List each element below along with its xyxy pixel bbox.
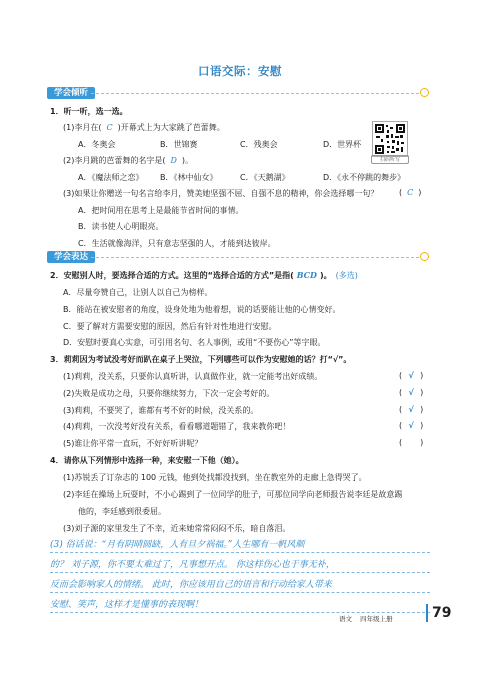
- answer-line-1: [50, 533, 430, 553]
- q2-opt-a: A．尽量夸赞自己，让别人以自己为榜样。: [63, 288, 213, 297]
- q1-s3-opt-c: C．生活就像海洋，只有意志坚强的人，才能到达彼岸。: [78, 239, 276, 248]
- footer-book-info: [339, 614, 393, 623]
- page-number: 79: [432, 605, 452, 621]
- q1-heading: 1．听一听，选一选。: [50, 107, 128, 116]
- footer-subject: 语文: [339, 615, 352, 623]
- paren-right: ): [420, 421, 424, 430]
- q1-s2-opt-d: D．《永不停跳的舞步》: [323, 173, 406, 182]
- q3-item-3-paren: [399, 405, 423, 414]
- paren-left: (: [399, 438, 403, 447]
- q3-item-1-paren: [399, 371, 423, 380]
- page-number-bar: [426, 604, 428, 622]
- q3-item-1: (1)莉莉，没关系，只要你认真听讲，认真做作业，就一定能考出好成绩。: [63, 372, 323, 381]
- q1-s3-paren-right: ): [418, 188, 422, 197]
- section-header-listen: [47, 87, 429, 99]
- paren-left: (: [399, 371, 403, 380]
- section-label: 学会倾听: [47, 87, 95, 99]
- footer-grade: 四年级上册: [360, 615, 393, 623]
- section-header-express: [47, 251, 429, 263]
- q3-item-4: (4)莉莉，一次没考好没有关系，看看哪道题错了，我来教你吧！: [63, 422, 291, 431]
- q3-heading: 3．莉莉因为考试没考好而趴在桌子上哭泣，下列哪些可以作为安慰她的话？打“√”。: [50, 355, 352, 364]
- q3-item-1-check: √: [408, 371, 414, 380]
- q1-s1-pre: (1)李月在(: [63, 123, 102, 132]
- q1-s2-pre: (2)李月跳的芭蕾舞的名字是(: [63, 156, 166, 165]
- q3-item-4-paren: [399, 421, 423, 430]
- q4-item-2-cont: 他的，李廷感到很委屈。: [78, 507, 166, 516]
- q2-heading: [50, 270, 358, 281]
- q2-pre: 2．安慰别人时，要选择合适的方式。这里的“选择合适的方式”是指(: [50, 271, 294, 280]
- q1-s3-opt-a: A．把时间用在思考上是最能节省时间的事情。: [78, 206, 244, 215]
- q1-s1-post: )开幕式上为大家跳了芭蕾舞。: [117, 123, 225, 132]
- q2-opt-c: C．要了解对方需要安慰的原因，然后有针对性地进行安慰。: [63, 322, 277, 331]
- answer-line-2: [50, 553, 430, 573]
- paren-left: (: [399, 421, 403, 430]
- answer-text-1: (3) 俗话说：“月有阴晴圆缺，人有旦夕祸福。”人生哪有一帆风顺: [50, 540, 305, 550]
- q3-item-4-check: √: [408, 421, 414, 430]
- q1-s1-opt-a: A．冬奥会: [78, 140, 116, 149]
- paren-right: ): [420, 405, 424, 414]
- answer-text-2: 的？ 刘子源，你不要太难过了，凡事想开点。 你这样伤心也于事无补，: [50, 560, 335, 570]
- q1-s1-answer: C: [106, 123, 113, 132]
- qr-code-icon: [373, 122, 407, 156]
- answer-text-3: 反而会影响家人的情绪。 此时，你应该用自己的语言和行动给家人带来: [50, 580, 332, 590]
- q4-heading: 4．请你从下列情形中选择一种，来安慰一下他（她）。: [50, 456, 244, 465]
- q1-s2: [63, 155, 193, 166]
- q4-item-1: (1)苏锐丢了订杂志的 100 元钱，他到处找都没找到，坐在教室外的走廊上急得哭了。: [63, 473, 367, 482]
- q1-s3-paren: [399, 188, 421, 197]
- section-label: 学会表达: [47, 251, 95, 263]
- q2-answer: BCD: [296, 270, 317, 280]
- q2-opt-b: B．能站在被安慰者的角度，设身处地为他着想，说的话要能让他的心情变好。: [63, 305, 341, 314]
- q1-s3-paren-left: (: [399, 188, 403, 197]
- q1-s3-answer: C: [407, 188, 414, 197]
- q1-s2-opt-b: B．《林中仙女》: [160, 173, 218, 182]
- qr-label: 扫码听写: [371, 155, 409, 164]
- q3-item-2-check: √: [408, 388, 414, 397]
- q1-s2-opt-a: A．《魔法师之恋》: [78, 173, 144, 182]
- q1-s2-post: )。: [181, 156, 193, 165]
- q1-s2-opt-c: C．《天鹅湖》: [240, 173, 290, 182]
- q3-item-2: (2)失败是成功之母，只要你继续努力，下次一定会考好的。: [63, 389, 275, 398]
- q1-s3: (3)如果让你赠送一句名言给李月，赞美她坚强不屈、自强不息的精神，你会选择哪一句？: [63, 189, 379, 198]
- q1-s1: [63, 122, 225, 133]
- q3-item-5-paren: [399, 438, 423, 447]
- paren-left: (: [399, 405, 403, 414]
- q1-s3-opt-b: B．读书使人心明眼亮。: [78, 222, 164, 231]
- answer-line-3: [50, 573, 430, 593]
- q1-s1-opt-d: D．世界杯: [323, 140, 362, 149]
- section-dot-icon: [420, 88, 429, 97]
- q4-item-3: (3)刘子源的家里发生了不幸，近来她常常闷闷不乐，暗自落泪。: [63, 524, 291, 533]
- section-dot-icon: [420, 252, 429, 261]
- section-divider: [91, 93, 419, 94]
- qr-code[interactable]: [372, 121, 408, 157]
- q3-item-3: (3)莉莉，不要哭了，谁都有考不好的时候，没关系的。: [63, 406, 259, 415]
- paren-right: ): [420, 388, 424, 397]
- q2-post: )。: [319, 271, 332, 280]
- q4-item-2: (2)李廷在操场上玩耍时，不小心踢到了一位同学的肚子，可那位同学向老师报告说李廷是故意踢: [63, 490, 403, 499]
- q3-item-2-paren: [399, 388, 423, 397]
- paren-right: ): [420, 438, 424, 447]
- paren-right: ): [420, 371, 424, 380]
- page-title: 口语交际：安慰: [198, 64, 282, 78]
- q2-note: (多选): [335, 271, 358, 280]
- q2-opt-d: D．安慰时要真心实意，可引用名句、名人事例，或用“不要伤心”等字眼。: [63, 338, 326, 347]
- answer-line-4: [50, 593, 430, 613]
- paren-left: (: [399, 388, 403, 397]
- answer-text-4: 安慰、笑声，这样才是懂事的表现啊！: [50, 600, 204, 610]
- section-divider: [91, 257, 419, 258]
- q1-s1-opt-c: C．残奥会: [240, 140, 278, 149]
- q3-item-5: (5)谁让你平常一直玩，不好好听讲呢？: [63, 439, 203, 448]
- q3-item-3-check: √: [408, 405, 414, 414]
- q1-s1-opt-b: B．世锦赛: [160, 140, 198, 149]
- q1-s2-answer: D: [170, 156, 177, 165]
